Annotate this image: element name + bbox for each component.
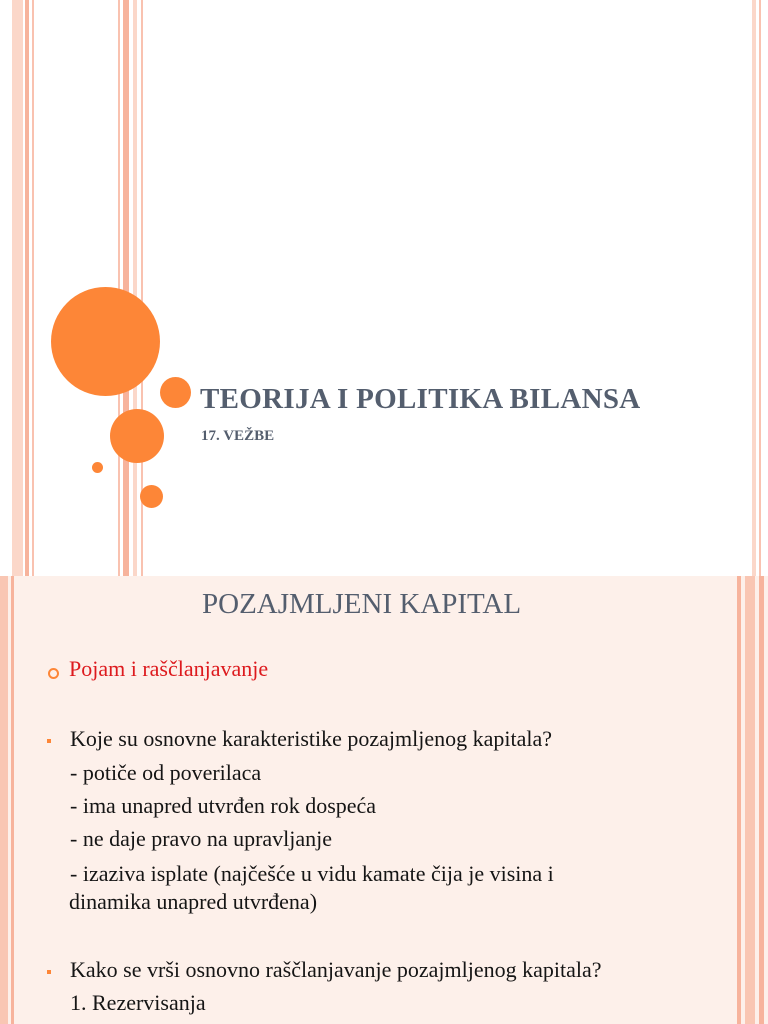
square-bullet-icon [47,970,51,974]
decorative-circle-small [160,377,191,408]
square-bullet-icon [47,739,51,743]
list-item: - ne daje pravo na upravljanje [70,826,333,851]
content-slide [0,576,768,1024]
list-item: - ima unapred utvrđen rok dospeća [70,793,377,818]
decorative-stripe [12,0,23,576]
decorative-circle-small [140,485,163,508]
section-heading: Pojam i raščlanjavanje [69,656,269,681]
list-item: - izaziva isplate (najčešće u vidu kamate čija je visina i [70,861,554,886]
decorative-stripe [737,576,741,1024]
list-item: dinamika unapred utvrđena) [69,889,318,914]
decorative-stripe [133,0,137,576]
ring-bullet-icon [48,668,59,679]
decorative-stripe [32,0,34,576]
decorative-stripe [11,576,14,1024]
list-item: 1. Rezervisanja [70,990,206,1015]
decorative-stripe [759,0,761,576]
decorative-circle-large [51,287,160,396]
decorative-stripe [759,576,764,1024]
decorative-circle-medium [110,409,164,463]
decorative-stripe [0,576,8,1024]
decorative-circle-tiny [92,462,103,473]
decorative-stripe [745,576,755,1024]
decorative-stripe [123,0,129,576]
decorative-stripe [25,0,29,576]
slide-subtitle: 17. VEŽBE [201,428,275,444]
decorative-stripe [752,0,756,576]
list-item: - potiče od poverilaca [70,760,262,785]
slide-title: TEORIJA I POLITIKA BILANSA [200,383,641,415]
slide-title: POZAJMLJENI KAPITAL [202,588,522,620]
question-2: Kako se vrši osnovno raščlanjavanje pozajmljenog kapitala? [70,957,602,982]
question-1: Koje su osnovne karakteristike pozajmljenog kapitala? [70,726,553,751]
